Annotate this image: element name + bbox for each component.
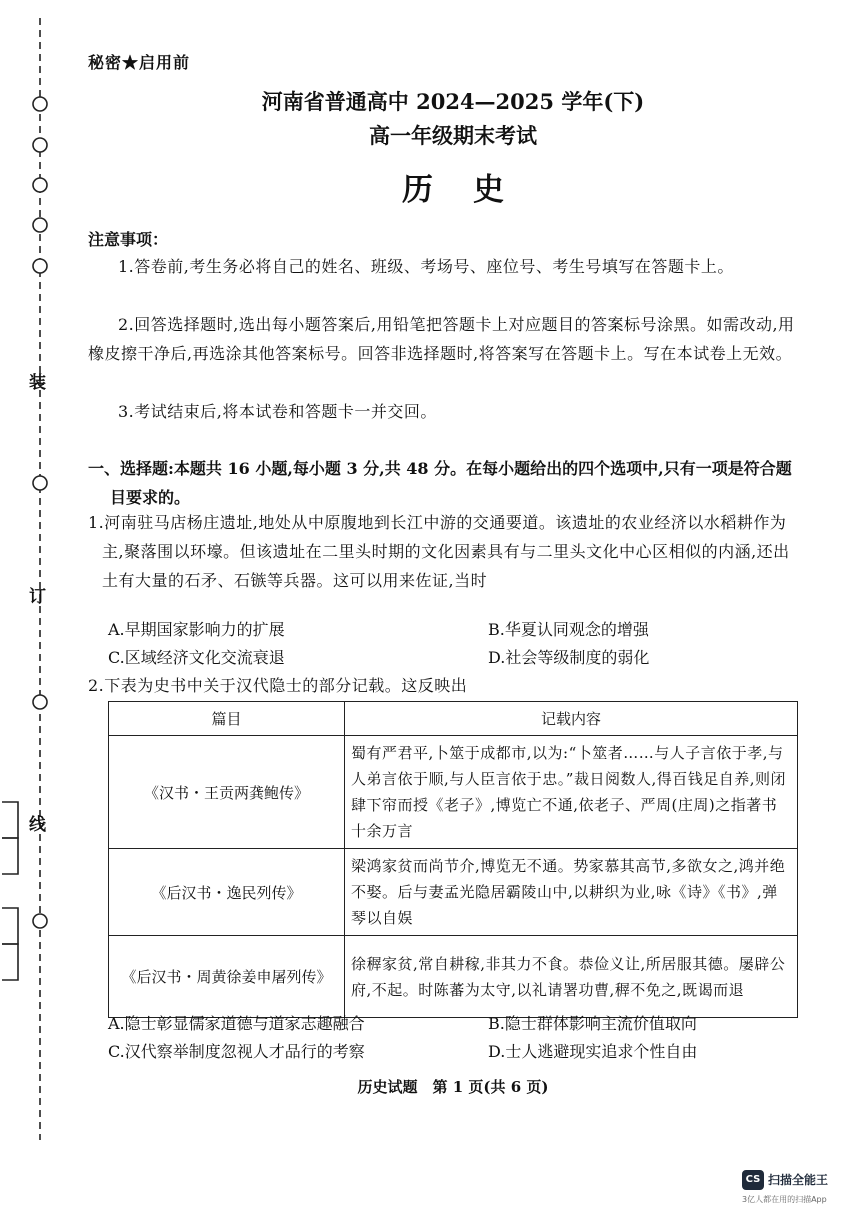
q1-option-b: B.华夏认同观念的增强 [488, 620, 649, 639]
table-header-title: 篇目 [109, 702, 345, 736]
subject-title: 历史 [402, 172, 544, 208]
table-cell-content: 蜀有严君平,卜筮于成都市,以为:“卜筮者……与人子言依于孝,与人弟言依于顺,与人臣言依于忠。”裁日阅数人,得百钱足自养,则闭肆下帘而授《老子》,博览亡不通,依老子、严周(庄周)之指著书十余万言 [345, 736, 798, 849]
q2-option-a: A.隐士彰显儒家道德与道家志趣融合 [108, 1014, 365, 1033]
binding-label-ding: 订 [29, 587, 46, 607]
q1-option-d: D.社会等级制度的弱化 [488, 648, 650, 667]
q2-option-c: C.汉代察举制度忽视人才品行的考察 [108, 1042, 365, 1061]
watermark-name: 扫描全能王 [768, 1173, 829, 1187]
records-table [108, 701, 798, 1018]
table-cell-title: 《汉书・王贡两龚鲍传》 [109, 736, 345, 849]
cs-logo-icon: CS [742, 1170, 764, 1190]
table-cell-title: 《后汉书・逸民列传》 [109, 849, 345, 936]
table-row [109, 936, 798, 1018]
table-header-row [109, 702, 798, 736]
binding-label-xian: 线 [29, 815, 46, 835]
binding-label-zhuang: 装 [29, 373, 46, 393]
watermark-tagline: 3亿人都在用的扫描App [742, 1195, 827, 1204]
table-cell-title: 《后汉书・周黄徐姜申屠列传》 [109, 936, 345, 1018]
table-cell-content: 梁鸿家贫而尚节介,博览无不通。势家慕其高节,多欲女之,鸿并绝不娶。后与妻孟光隐居霸陵山中,以耕织为业,咏《诗》《书》,弹琴以自娱 [345, 849, 798, 936]
table-row [109, 736, 798, 849]
table-cell-content: 徐稺家贫,常自耕稼,非其力不食。恭俭义让,所居服其德。屡辟公府,不起。时陈蕃为太守,以礼请署功曹,稺不免之,既谒而退 [345, 936, 798, 1018]
exam-title: 河南省普通高中 2024—2025 学年(下) [261, 89, 645, 114]
q1-option-a: A.早期国家影响力的扩展 [108, 620, 285, 639]
scanner-watermark [742, 1170, 838, 1210]
question-2-stem: 2.下表为史书中关于汉代隐士的部分记载。这反映出 [88, 676, 468, 695]
question-1-stem: 1.河南驻马店杨庄遗址,地处从中原腹地到长江中游的交通要道。该遗址的农业经济以水稻耕作为主,聚落围以环壕。但该遗址在二里头时期的文化因素具有与二里头文化中心区相似的内涵,还出土有大量的石矛、石镞等兵器。这可以用来佐证,当时 [88, 513, 790, 590]
note-item-2: 2.回答选择题时,选出每小题答案后,用铅笔把答题卡上对应题目的答案标号涂黑。如需改动,用橡皮擦干净后,再选涂其他答案标号。回答非选择题时,将答案写在答题卡上。写在本试卷上无效。 [88, 315, 795, 363]
note-item-3: 3.考试结束后,将本试卷和答题卡一并交回。 [118, 402, 437, 421]
table-header-content: 记载内容 [345, 702, 798, 736]
exam-subtitle: 高一年级期末考试 [369, 123, 537, 148]
q1-option-c: C.区域经济文化交流衰退 [108, 648, 285, 667]
secret-mark: 秘密★启用前 [88, 53, 191, 72]
section-heading: 一、选择题:本题共 16 小题,每小题 3 分,共 48 分。在每小题给出的四个选项中,只有一项是符合题目要求的。 [88, 459, 792, 507]
binding-margin [0, 0, 90, 1217]
q2-option-b: B.隐士群体影响主流价值取向 [488, 1014, 697, 1033]
binding-line [0, 0, 90, 1217]
q2-option-d: D.士人逃避现实追求个性自由 [488, 1042, 698, 1061]
note-item-1: 1.答卷前,考生务必将自己的姓名、班级、考场号、座位号、考生号填写在答题卡上。 [118, 257, 734, 276]
page-footer: 历史试题 第 1 页(共 6 页) [357, 1078, 549, 1096]
notes-heading: 注意事项： [88, 230, 169, 249]
table-row [109, 849, 798, 936]
